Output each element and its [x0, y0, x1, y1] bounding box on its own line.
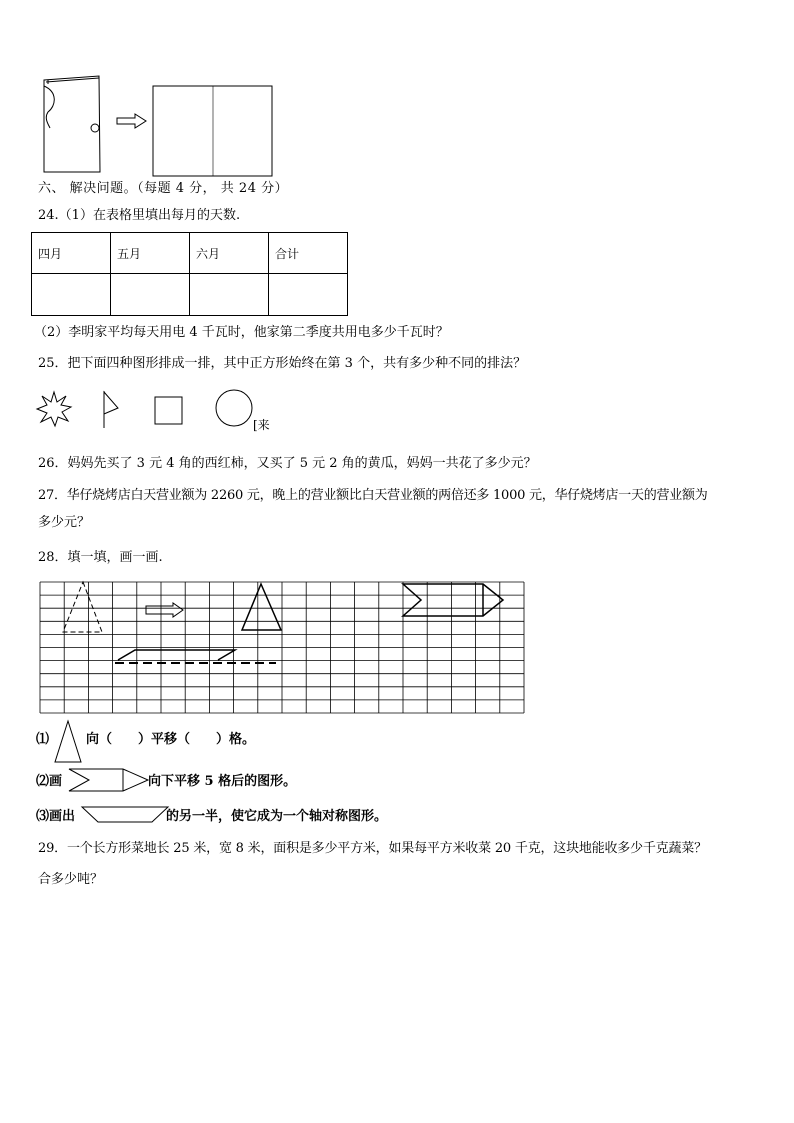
circle-icon: [215, 389, 255, 429]
section-heading: 六、 解决问题。（每题 4 分， 共 24 分）: [38, 181, 289, 196]
arrow-shape-icon: [68, 767, 152, 795]
small-right-arrow-icon: [146, 603, 183, 617]
flag-icon: [100, 390, 130, 430]
q24-part2: （2）李明家平均每天用电 4 千瓦时，他家第二季度共用电多少千瓦时？: [34, 325, 449, 340]
table-header-total: 合计: [269, 233, 348, 274]
arrow-shape: [403, 584, 503, 616]
q24-part1: 24.（1）在表格里填出每月的天数.: [38, 208, 241, 223]
trapezoid-icon: [80, 805, 170, 825]
folded-paper-figure: [40, 76, 280, 180]
q25-text: 25．把下面四种图形排成一排，其中正方形始终在第 3 个，共有多少种不同的排法？: [38, 356, 527, 371]
sub1-text: 向（ ）平移（ ）格。: [86, 732, 256, 747]
table-cell-may[interactable]: [111, 274, 190, 316]
table-header-may: 五月: [111, 233, 190, 274]
table-cell-june[interactable]: [190, 274, 269, 316]
q28-title: 28．填一填，画一画.: [38, 550, 163, 565]
solid-triangle: [242, 584, 281, 630]
star-icon: [36, 391, 72, 427]
sub2-text: 向下平移 5 格后的图形。: [148, 774, 297, 789]
sub3-text: 的另一半，使它成为一个轴对称图形。: [166, 809, 388, 824]
half-trapezoid: [118, 650, 235, 660]
table-cell-april[interactable]: [32, 274, 111, 316]
stray-text: [来: [253, 418, 270, 432]
q27-line2: 多少元？: [38, 515, 91, 530]
sub2-number: ⑵画: [36, 774, 63, 789]
small-triangle-icon: [54, 720, 84, 764]
sub3-number: ⑶画出: [36, 809, 76, 824]
q26-text: 26．妈妈先买了 3 元 4 角的西红柿，又买了 5 元 2 角的黄瓜，妈妈一共花了多少元？: [38, 456, 537, 471]
month-days-table: [31, 232, 348, 316]
square-icon: [154, 396, 184, 426]
right-arrow-icon: [115, 113, 149, 129]
q29-line2: 合多少吨？: [38, 872, 104, 887]
table-cell-total[interactable]: [269, 274, 348, 316]
q27-line1: 27．华仔烧烤店白天营业额为 2260 元，晚上的营业额比白天营业额的两倍还多 1000 元，华仔烧烤店一天的营业额为: [38, 488, 708, 503]
table-header-june: 六月: [190, 233, 269, 274]
table-header-april: 四月: [32, 233, 111, 274]
square-grid: [40, 582, 526, 714]
sub1-number: ⑴: [36, 732, 50, 747]
q29-line1: 29．一个长方形菜地长 25 米，宽 8 米，面积是多少平方米，如果每平方米收菜 20 千克，这块地能收多少千克蔬菜？: [38, 841, 707, 856]
dashed-triangle: [63, 582, 102, 632]
